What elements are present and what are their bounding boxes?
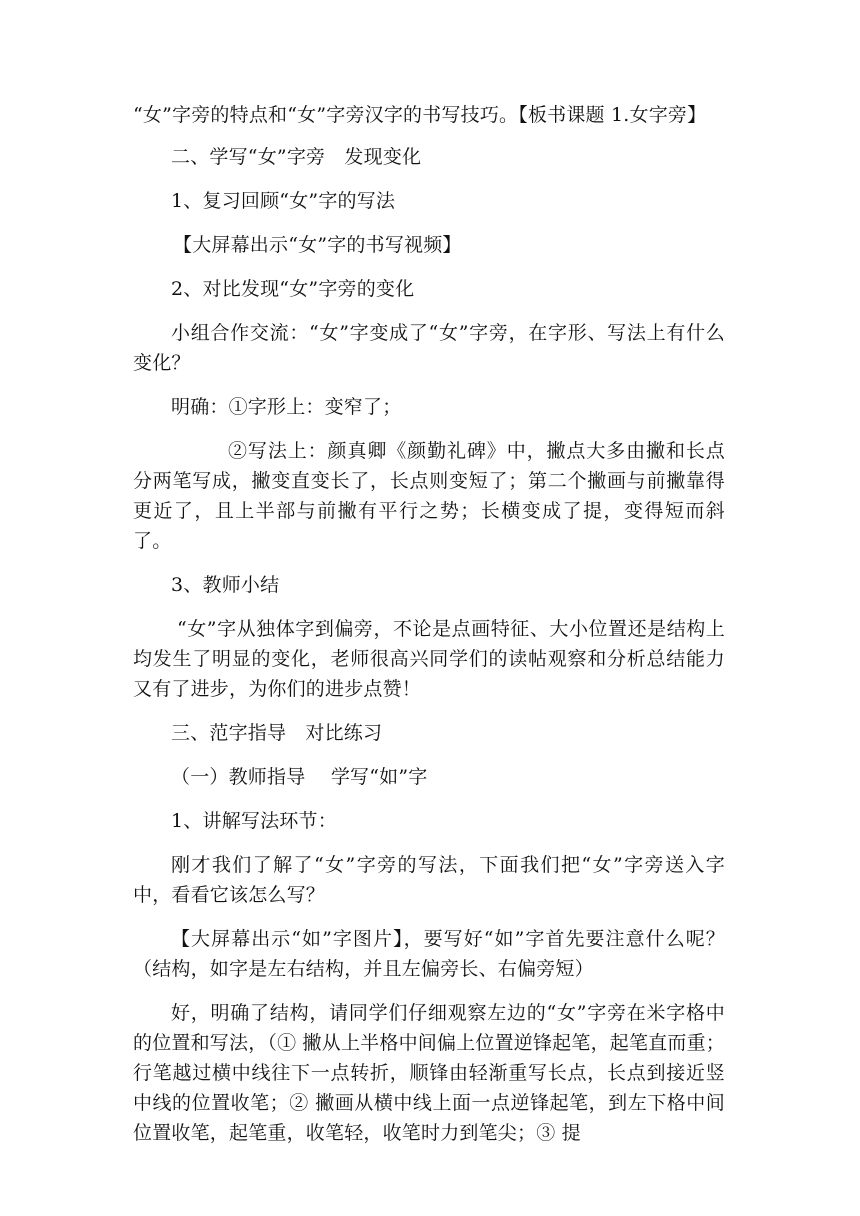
section-heading-2: 二、学写“女”字旁 发现变化 [171, 146, 422, 168]
paragraph-show-image: 【大屏幕出示“如”字图片】，要写好“如”字首先要注意什么呢？（结构，如字是左右结构，并且左偏旁长、右偏旁短） [133, 928, 725, 980]
paragraph-intro: “女”字旁的特点和“女”字旁汉字的书写技巧。【板书课题 1.女字旁】 [133, 104, 707, 126]
paragraph-group-discussion: 小组合作交流：“女”字变成了“女”字旁，在字形、写法上有什么变化？ [133, 322, 725, 374]
paragraph-transition: 刚才我们了解了“女”字旁的写法，下面我们把“女”字旁送入字中，看看它该怎么写？ [133, 854, 725, 906]
screen-note-video: 【大屏幕出示“女”字的书写视频】 [173, 234, 462, 256]
paragraph-clarify: 明确：①字形上：变窄了； [171, 396, 402, 418]
subheading-compare: 2、对比发现“女”字旁的变化 [171, 278, 415, 300]
subheading-explain: 1、讲解写法环节： [171, 810, 337, 832]
document-body [133, 100, 725, 1162]
subheading-summary: 3、教师小结 [171, 574, 280, 596]
paragraph-stroke-details: 好，明确了结构，请同学们仔细观察左边的“女”字旁在米字格中的位置和写法，（① 撇从上半格中间偏上位置逆锋起笔，起笔直而重；行笔越过横中线往下一点转折，顺锋由轻渐重写长点，长点到接近竖中线的位置收笔；② 撇画从横中线上面一点逆锋起笔，到左下格中间位置收笔，起笔重，收笔轻，收笔时力到笔尖；③ 提 [133, 1002, 725, 1144]
subheading-review: 1、复习回顾“女”字的写法 [171, 190, 396, 212]
section-heading-3: 三、范字指导 对比练习 [171, 722, 383, 744]
subheading-teacher-guide: （一）教师指导 学写“如”字 [171, 766, 428, 788]
paragraph-writing-method: ②写法上：颜真卿《颜勤礼碑》中，撇点大多由撇和长点分两笔写成，撇变直变长了，长点则变短了；第二个撇画与前撇靠得更近了，且上半部与前撇有平行之势；长横变成了提，变得短而斜了。 [133, 440, 725, 552]
paragraph-teacher-summary: “女”字从独体字到偏旁，不论是点画特征、大小位置还是结构上均发生了明显的变化，老师很高兴同学们的读帖观察和分析总结能力又有了进步，为你们的进步点赞！ [133, 618, 725, 700]
